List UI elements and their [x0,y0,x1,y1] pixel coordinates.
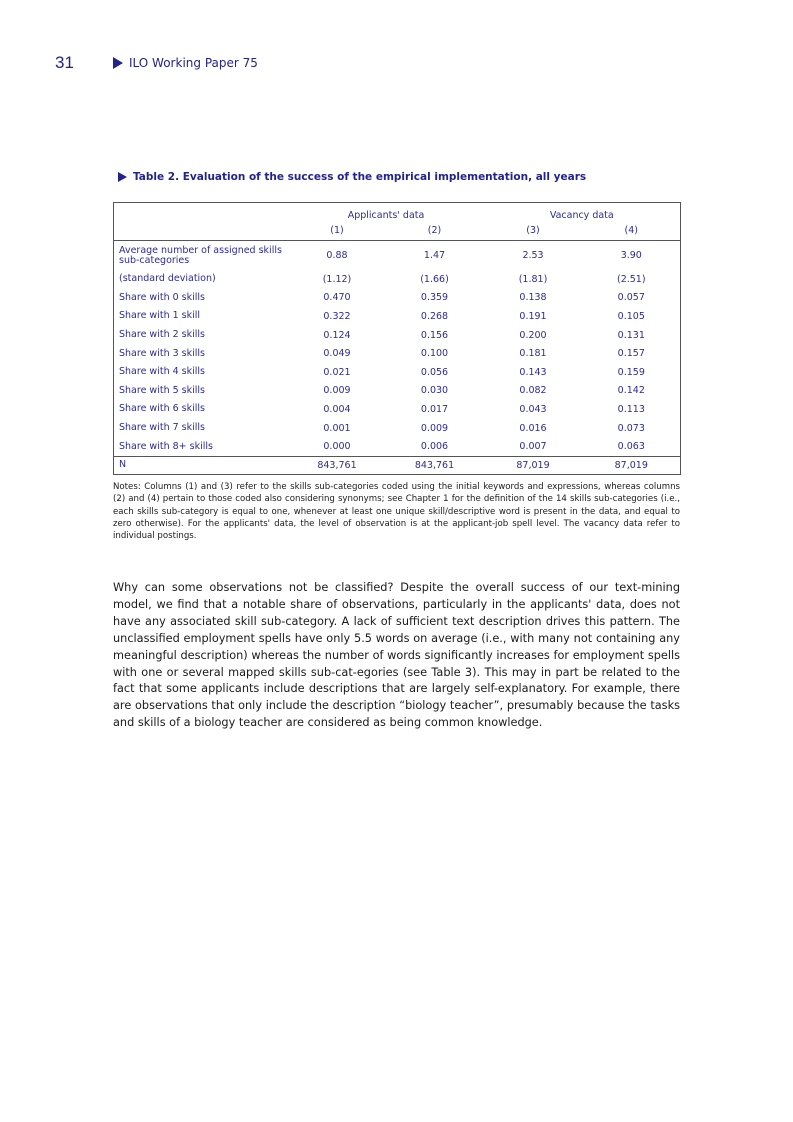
table-column-header-row [114,223,681,241]
row-label: Share with 7 skills [119,422,205,434]
table-cell: 0.470 [323,292,351,304]
table-cell: 0.88 [326,250,348,261]
table-cell: 0.159 [617,366,645,378]
body-paragraph: Why can some observations not be classified? Despite the overall success of our text-mining model, we find that a notable share of observations, particularly in the applicants' data, does not have any associated skill sub-category. A lack of sufficient text description drives this pattern. The unclassified employment spells have only 5.5 words on average (i.e., with many not containing any meaningful description) whereas the number of words significantly increases for employment spells with one or several mapped skills sub-cat-egories (see Table 3). This may in part be related to the fact that some applicants include descriptions that are largely self-explanatory. For example, there are observations that only include the description “biology teacher”, presumably because the tasks and skills of a biology teacher are considered as being common knowledge. [113,581,680,730]
table-notes: Notes: Columns (1) and (3) refer to the skills sub-categories coded using the initial keywords and expressions, whereas columns (2) and (4) pertain to those coded also considering synonyms; see Chapter 1 for the definition of the 14 skills sub-categories (i.e., each skills sub-category is equal to one, whenever at least one unique skill/descriptive word is present in the data, and equal to zero otherwise). For the applicants' data, the level of observation is at the applicant-job spell level. The vacancy data refer to individual postings. [113,482,680,542]
column-header: (1) [330,225,344,236]
table-group-header-row [114,203,681,224]
table-cell: 87,019 [484,456,583,474]
table-cell: 0.030 [420,385,449,397]
row-label: Average number of assigned skills sub-categories [119,244,282,266]
row-label: Share with 5 skills [119,384,205,396]
table-cell: 0.359 [420,292,449,304]
table-cell: 0.043 [519,403,547,415]
table-cell: 0.142 [617,385,645,397]
table-cell: 0.157 [617,348,645,360]
table-row [114,289,681,308]
table-cell: 1.47 [423,250,446,261]
table-cell: 0.268 [420,310,449,322]
table-cell: 0.063 [617,441,645,453]
table-cell: 843,761 [289,456,386,474]
row-label: Share with 8+ skills [119,440,213,452]
running-title: ILO Working Paper 75 [129,56,258,70]
row-label: N [114,456,289,474]
page-number: 31 [55,53,74,72]
group-header-vacancy: Vacancy data [549,210,614,221]
table-row [114,419,681,438]
group-header-applicants: Applicants' data [347,210,425,221]
table-cell: 0.049 [323,348,351,360]
table-row [114,400,681,419]
table-row [114,437,681,456]
table-cell: 0.181 [519,348,547,360]
table-corner-cell [114,203,289,224]
table-cell: 0.082 [519,385,547,397]
column-header: (3) [526,225,540,236]
table-cell: 87,019 [583,456,681,474]
table-cell: (1.12) [322,273,352,285]
table-title [118,171,586,183]
table-cell: 0.200 [519,329,547,341]
table-cell: 0.004 [323,403,351,415]
table-cell: 0.156 [420,329,449,341]
table-cell: 0.009 [323,385,351,397]
table-cell: 0.124 [323,329,351,341]
table-row [114,382,681,401]
column-header: (2) [427,225,442,236]
table-cell: 0.131 [617,329,645,341]
table-cell: (1.81) [518,273,548,285]
table-cell: 0.016 [519,422,547,434]
table-cell: 0.073 [617,422,645,434]
row-label: (standard deviation) [119,273,216,285]
table-cell: (2.51) [616,273,646,285]
table-body [114,241,681,475]
triangle-bullet-icon [113,57,123,69]
triangle-bullet-icon [118,172,127,182]
table-cell: 0.006 [420,441,449,453]
table-cell: 0.322 [323,310,351,322]
table-row [114,326,681,345]
table-cell: 843,761 [386,456,484,474]
table-cell: 0.191 [519,310,547,322]
table-cell: 0.138 [519,292,547,304]
table-cell: 0.113 [617,403,645,415]
row-label: Share with 3 skills [119,347,205,359]
results-table [113,202,681,475]
table-cell: 0.100 [420,348,449,360]
table-cell: 0.143 [519,366,547,378]
table-cell: 0.021 [323,366,351,378]
row-label: Share with 4 skills [119,366,205,378]
table-row [114,344,681,363]
table-cell: (1.66) [420,273,449,285]
table-row [114,363,681,382]
row-label: Share with 1 skill [119,310,201,322]
table-cell: 0.056 [420,366,449,378]
table-cell: 0.057 [617,292,645,304]
running-header [113,56,258,70]
table-row [114,270,681,289]
table-cell: 0.001 [323,422,351,434]
table-cell: 0.017 [420,403,449,415]
table-row-n [114,456,681,474]
table-title-text: Table 2. Evaluation of the success of the empirical implementation, all years [133,171,587,183]
row-label: Share with 0 skills [119,291,205,303]
table-cell: 0.000 [323,441,351,453]
table-cell: 0.105 [617,310,645,322]
table-row [114,241,681,271]
table-cell: 2.53 [522,250,544,261]
results-table-wrapper [113,202,680,475]
table-cell: 0.009 [420,422,449,434]
column-header: (4) [624,225,638,236]
table-corner-cell [114,223,289,241]
row-label: Share with 6 skills [119,403,205,415]
table-row [114,307,681,326]
row-label: Share with 2 skills [119,329,205,341]
table-cell: 3.90 [620,250,642,261]
table-cell: 0.007 [519,441,547,453]
